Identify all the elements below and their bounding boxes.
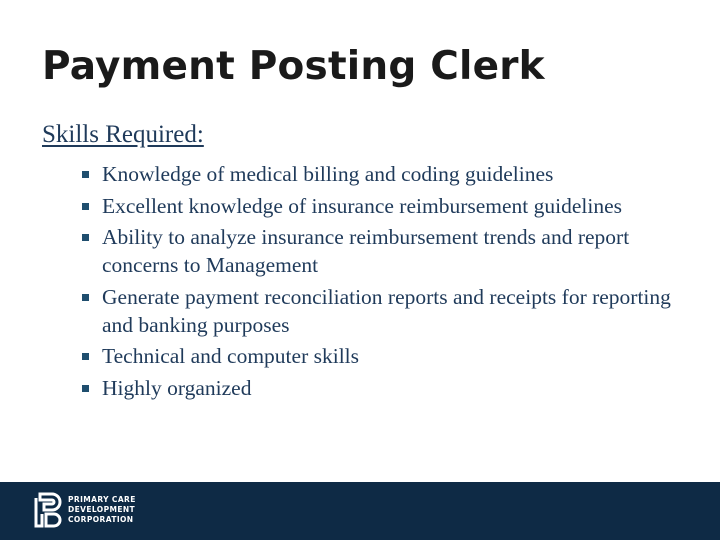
company-logo <box>34 490 136 530</box>
square-bullet-icon <box>82 385 89 392</box>
list-item <box>80 342 680 370</box>
list-item <box>80 223 680 279</box>
list-item-text: Highly organized <box>102 375 252 400</box>
logo-line: PRIMARY CARE <box>68 495 136 504</box>
slide-title: Payment Posting Clerk <box>42 44 545 89</box>
list-item <box>80 374 680 402</box>
footer-bar <box>0 482 720 540</box>
skills-list <box>80 160 680 405</box>
list-item-text: Ability to analyze insurance reimbursement trends and report concerns to Management <box>102 225 630 277</box>
list-item-text: Generate payment reconciliation reports and receipts for reporting and banking purposes <box>102 284 671 337</box>
square-bullet-icon <box>82 353 89 360</box>
skills-heading: Skills Required: <box>42 121 204 148</box>
square-bullet-icon <box>82 171 89 178</box>
square-bullet-icon <box>82 294 89 301</box>
list-item <box>80 160 680 188</box>
logo-wordmark <box>68 495 136 525</box>
list-item-text: Technical and computer skills <box>102 344 360 368</box>
list-item <box>80 192 680 220</box>
square-bullet-icon <box>82 203 89 210</box>
list-item-text: Knowledge of medical billing and coding guidelines <box>102 162 554 186</box>
square-bullet-icon <box>82 234 89 241</box>
logo-line: CORPORATION <box>68 515 134 524</box>
list-item-text: Excellent knowledge of insurance reimbursement guidelines <box>102 193 623 218</box>
list-item <box>80 283 680 339</box>
pcdc-logo-icon <box>34 490 62 530</box>
logo-line: DEVELOPMENT <box>68 505 136 514</box>
